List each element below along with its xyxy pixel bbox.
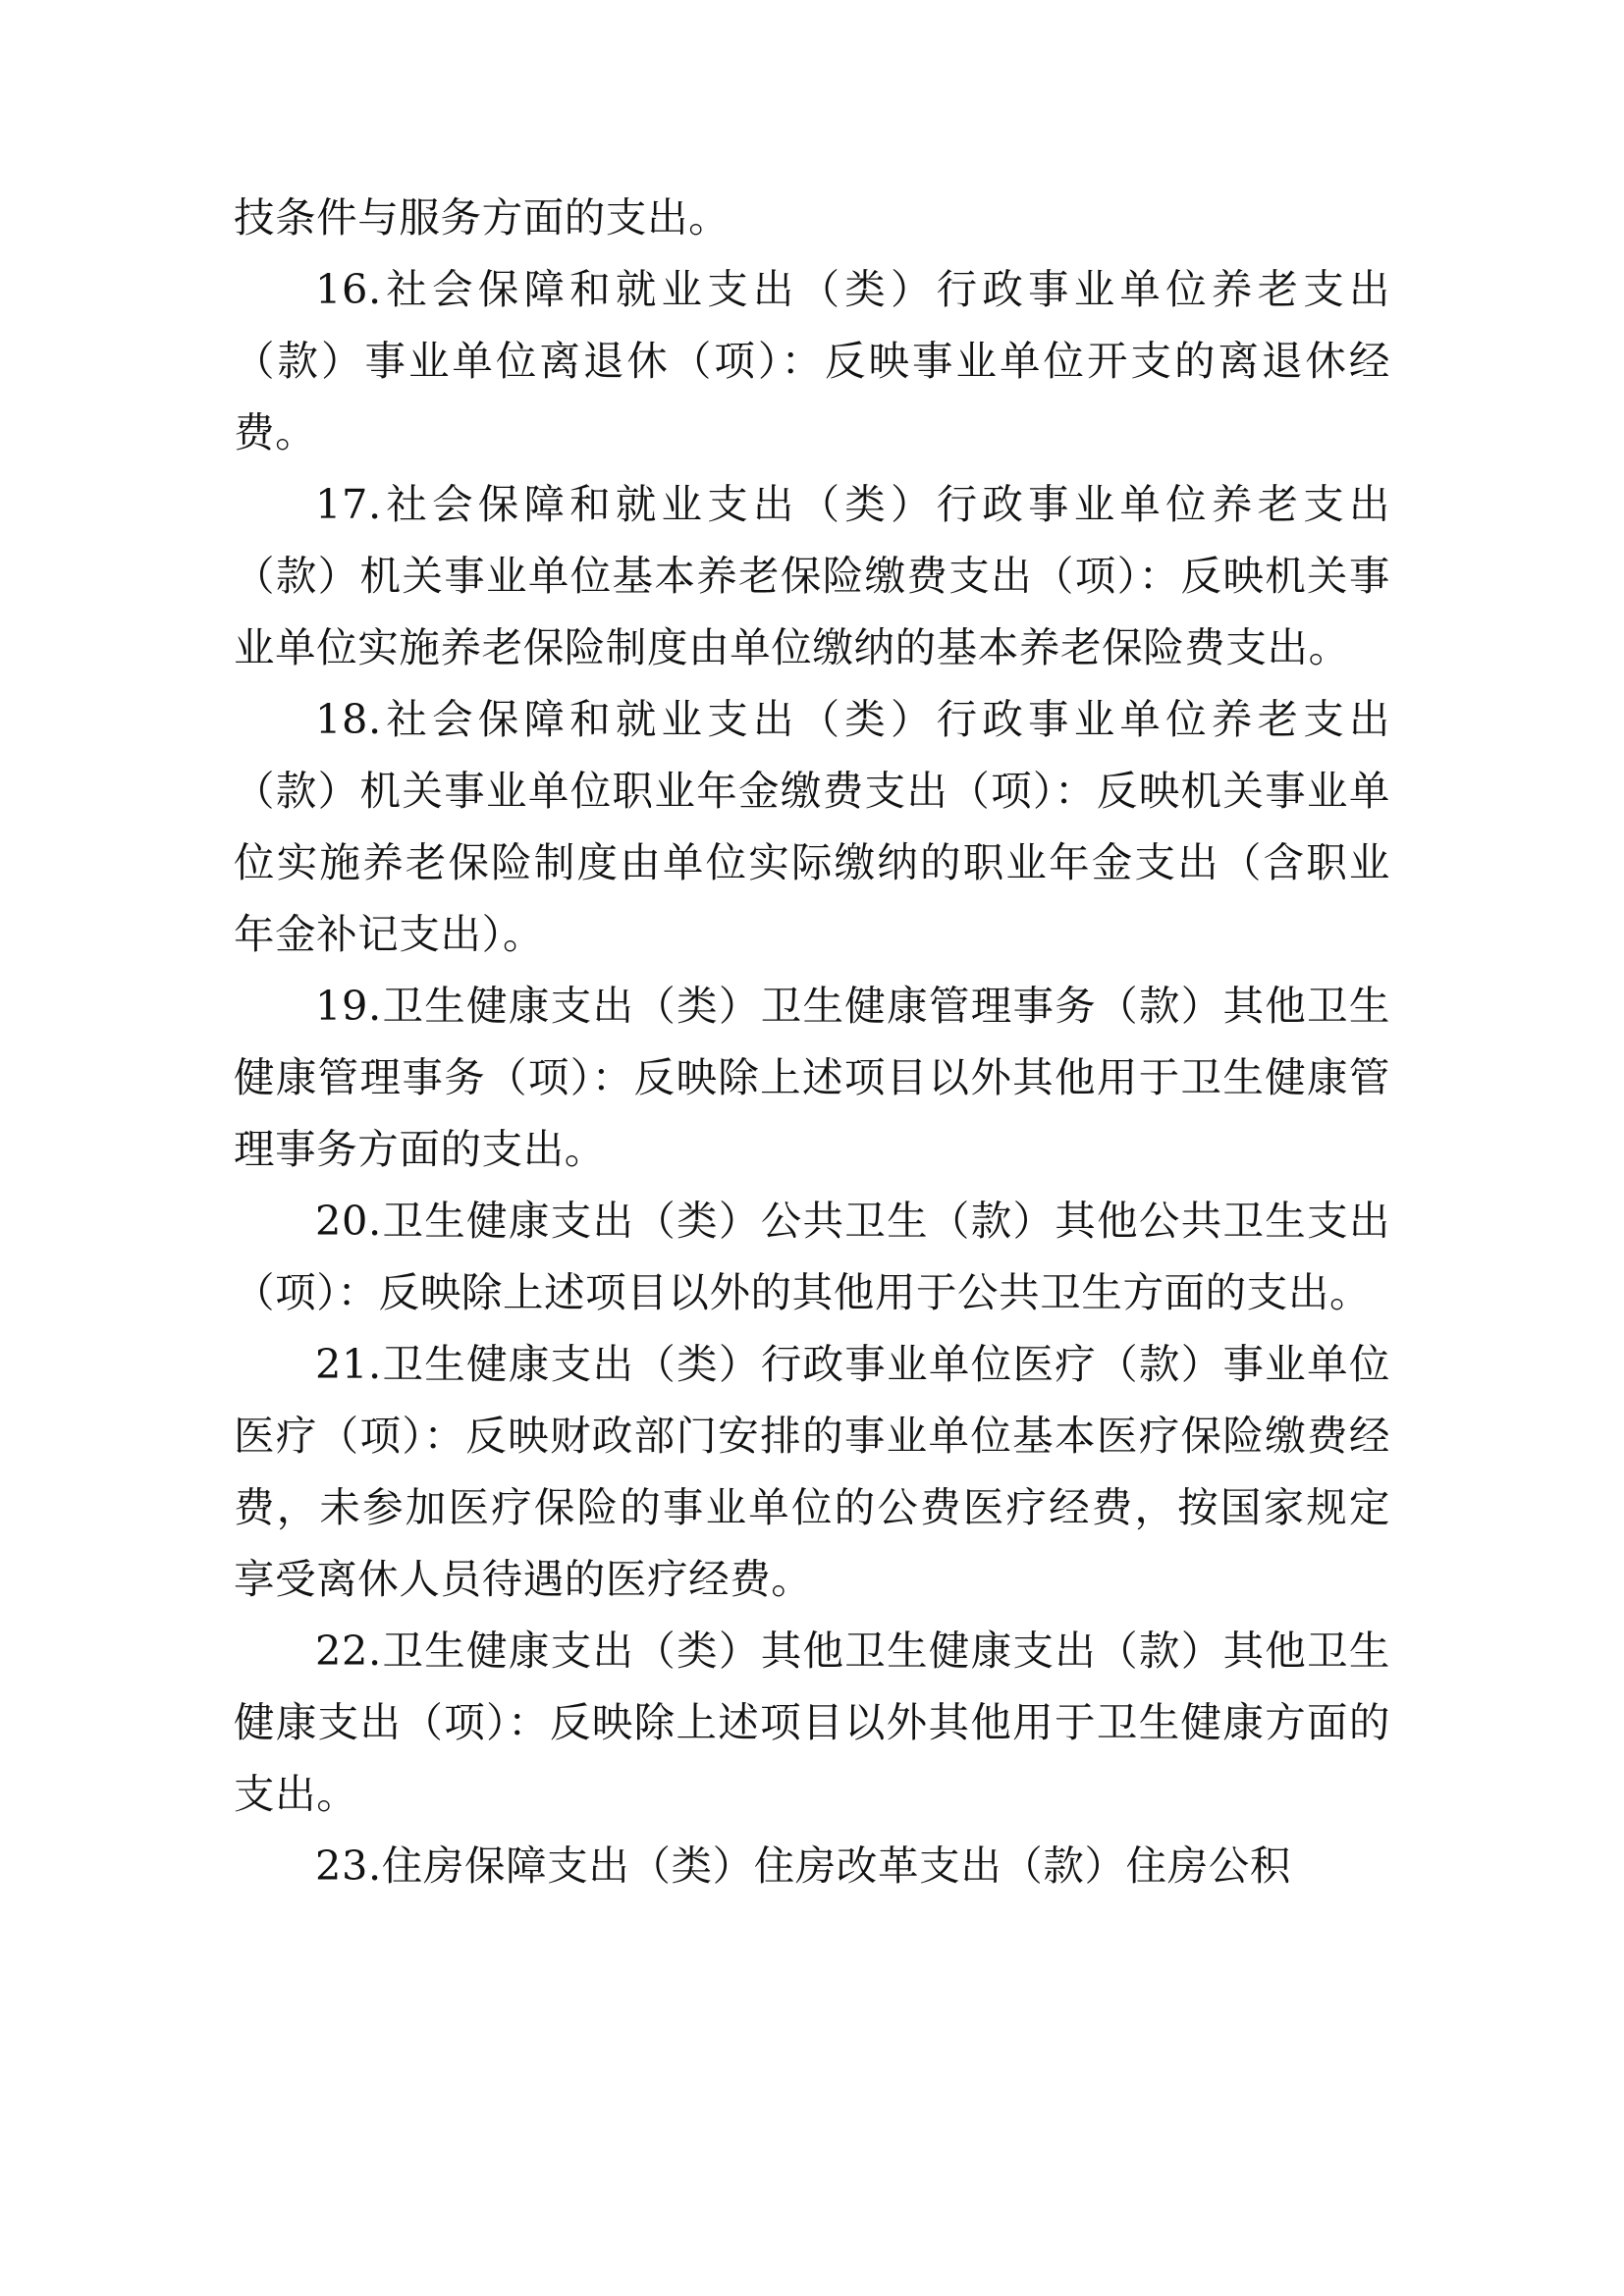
paragraph-item-22: 22.卫生健康支出（类）其他卫生健康支出（款）其他卫生健康支出（项）：反映除上述项目以外其他用于卫生健康方面的支出。 <box>234 1627 1390 1818</box>
paragraph-item-21: 21.卫生健康支出（类）行政事业单位医疗（款）事业单位医疗（项）：反映财政部门安排的事业单位基本医疗保险缴费经费，未参加医疗保险的事业单位的公费医疗经费，按国家规定享受离休人员待遇的医疗经费。 <box>234 1340 1390 1603</box>
paragraph-continuation: 技条件与服务方面的支出。 <box>234 193 731 241</box>
paragraph-item-18: 18.社会保障和就业支出（类）行政事业单位养老支出（款）机关事业单位职业年金缴费支出（项）：反映机关事业单位实施养老保险制度由单位实际缴纳的职业年金支出（含职业年金补记支出）。 <box>234 695 1390 958</box>
paragraph-item-20: 20.卫生健康支出（类）公共卫生（款）其他公共卫生支出（项）：反映除上述项目以外的其他用于公共卫生方面的支出。 <box>234 1197 1390 1316</box>
paragraph-item-19: 19.卫生健康支出（类）卫生健康管理事务（款）其他卫生健康管理事务（项）：反映除上述项目以外其他用于卫生健康管理事务方面的支出。 <box>234 982 1390 1173</box>
document-body <box>234 182 1390 1901</box>
paragraph-item-23: 23.住房保障支出（类）住房改革支出（款）住房公积 <box>315 1842 1292 1890</box>
paragraph-item-17: 17.社会保障和就业支出（类）行政事业单位养老支出（款）机关事业单位基本养老保险缴费支出（项）：反映机关事业单位实施养老保险制度由单位缴纳的基本养老保险费支出。 <box>234 480 1390 671</box>
paragraph-item-16: 16.社会保障和就业支出（类）行政事业单位养老支出（款）事业单位离退休（项）：反映事业单位开支的离退休经费。 <box>234 265 1390 456</box>
